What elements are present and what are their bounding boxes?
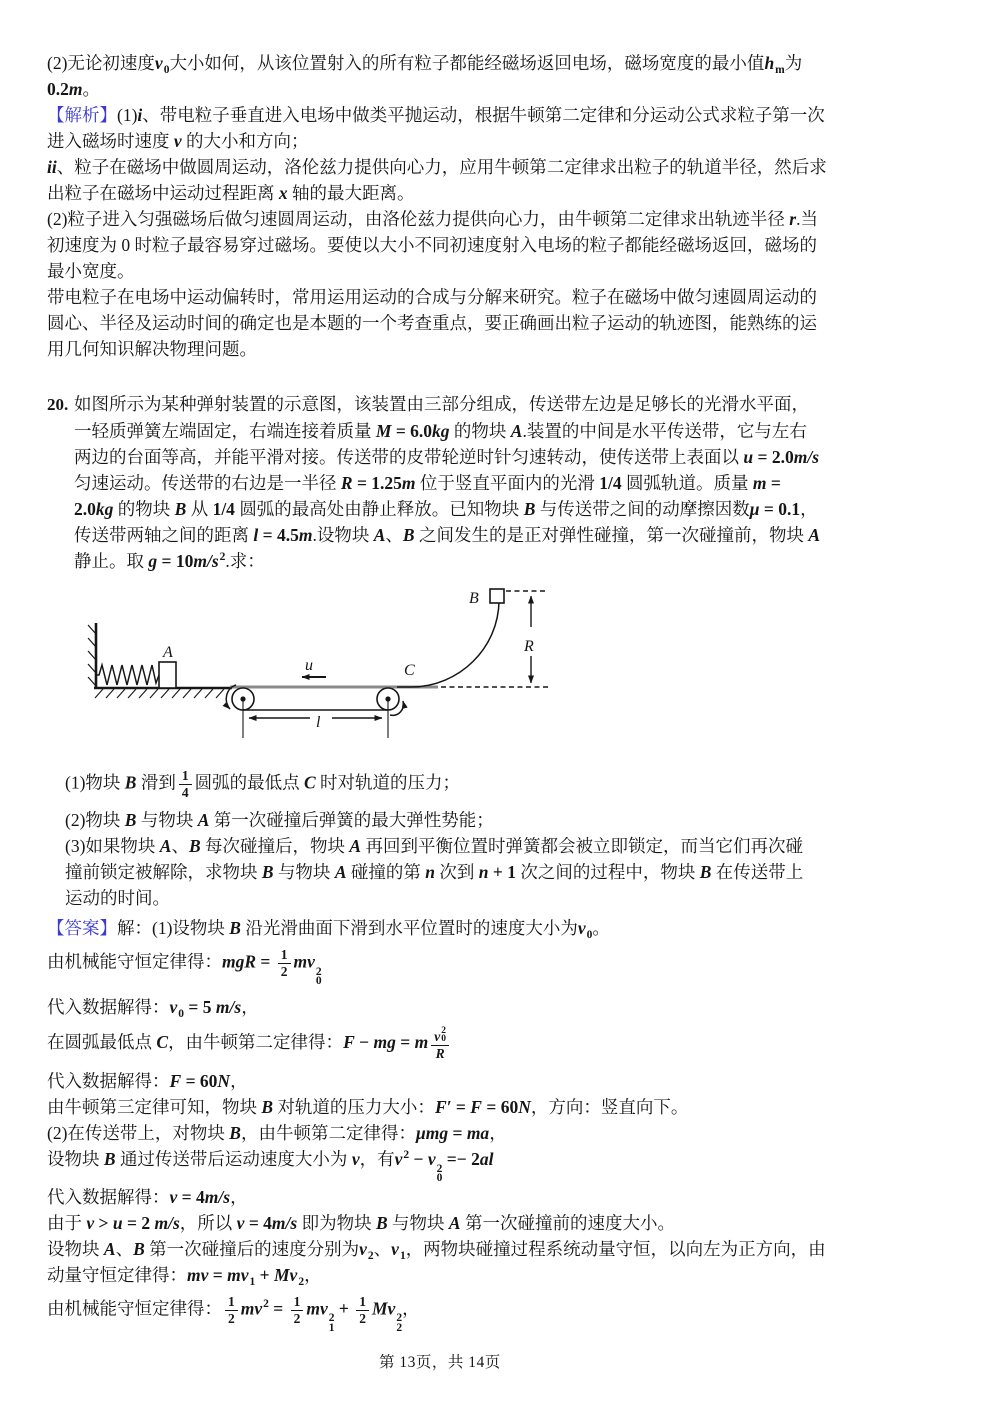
text-line: 由牛顿第三定律可知，物块 B 对轨道的压力大小：F′ = F = 60N，方向：竖直向下。	[47, 1096, 689, 1117]
text-line: (3)如果物块 A、B 每次碰撞后，物块 A 再回到平衡位置时弹簧都会被立即锁定，而当它们再次碰	[65, 836, 803, 856]
text-line: 代入数据解得：$v_0 = 5$ m/s，	[47, 996, 259, 1020]
page-number-text: 第 13页，共 14页	[379, 1354, 501, 1371]
text-line: 匀速运动。传送带的右边是一半径 R = 1.25m 位于竖直平面内的光滑 1/4 圆弧轨道。质量 m =	[74, 473, 781, 493]
text-line: 由机械能守恒定律得：mgR = $\frac{1}{2}$ mv 2 0	[47, 947, 322, 988]
text-line: 用几何知识解决物理问题。	[47, 339, 257, 359]
question-list	[47, 762, 952, 911]
text-line: 圆心、半径及运动时间的确定也是本题的一个考查重点，要正确画出粒子运动的轨迹图，能熟练的运	[47, 313, 817, 333]
text-line: 运动的时间。	[65, 888, 170, 908]
text-line: 初速度为 0 时粒子最容易穿过磁场。要使以大小不同初速度射入电场的粒子都能经磁场返回，磁场的	[47, 235, 817, 255]
text-line: 在圆弧最低点 C，由牛顿第二定律得：F − mg = m v 2 0 R	[47, 1020, 952, 1068]
ground-hatching	[95, 689, 224, 698]
text-line: 设物块 A、B 第一次碰撞后的速度分别为$v_2$、$v_1$，两物块碰撞过程系统动量守恒，以向左为正方向，由	[47, 1238, 826, 1262]
label-belt-length: l	[316, 714, 321, 731]
text-line: (2)无论初速度$v_0$大小如何，从该位置射入的所有粒子都能经磁场返回电场，磁场宽度的最小值$h_m$为	[47, 53, 803, 76]
text-line: 【解析】(1)i、带电粒子垂直进入电场中做类平抛运动，根据牛顿第二定律和分运动公式求粒子第一次	[47, 105, 825, 125]
text-line: 出粒子在磁场中运动过程距离 x 轴的最大距离。	[47, 183, 415, 203]
label-block-a: A	[163, 644, 173, 661]
text-line: 代入数据解得：v = 4m/s，	[47, 1186, 248, 1207]
analysis-section	[47, 102, 952, 362]
text-line: 静止。取 $g = 10m/s^2$.求：	[74, 551, 265, 571]
pulley-right-axle	[385, 696, 390, 701]
text-line: 20. 如图所示为某种弹射装置的示意图，该装置由三部分组成，传送带左边是足够长的光滑水平面，	[47, 394, 809, 414]
text-line: 进入磁场时速度 v 的大小和方向；	[47, 131, 309, 151]
text-line: 撞前锁定被解除，求物块 B 与物块 A 碰撞的第 n 次到 n + 1 次之间的过程中，物块 B 在传送带上	[65, 862, 804, 882]
answer-section	[47, 915, 952, 1340]
spring	[96, 665, 159, 685]
apparatus-diagram	[85, 582, 551, 748]
block-a	[159, 662, 176, 688]
text-line: 传送带两轴之间的距离 l = 4.5m.设物块 A、B 之间发生的是正对弹性碰撞，第一次碰撞前，物块 A	[74, 525, 821, 545]
text-line: 0.2m。	[47, 79, 100, 99]
text-line: (2)物块 B 与物块 A 第一次碰撞后弹簧的最大弹性势能；	[65, 810, 494, 830]
text-line: (2)在传送带上，对物块 B，由牛顿第二定律得：μmg = ma，	[47, 1122, 507, 1143]
text-line: 2.0kg 的物块 B 从 1/4 圆弧的最高处由静止释放。已知物块 B 与传送带之间的动摩擦因数μ = 0.1，	[74, 499, 818, 519]
pulley-left-axle	[240, 696, 245, 701]
label-radius: R	[524, 638, 534, 655]
page-footer	[379, 1350, 501, 1372]
text-line: 一轻质弹簧左端固定，右端连接着质量 M = 6.0kg 的物块 A.装置的中间是水平传送带，它与左右	[74, 421, 807, 441]
problem-20	[47, 391, 952, 574]
label-block-b: B	[469, 590, 479, 607]
text-line: (1)物块 B 滑到 $\frac{1}{4}$ 圆弧的最低点 C 时对轨道的压力；	[65, 768, 461, 800]
text-line: 设物块 B 通过传送带后运动速度大小为 v，有$v^2 - v$ 2 0 =− 2al	[47, 1148, 494, 1185]
text-line: 最小宽度。	[47, 261, 135, 281]
text-line: 由于 v > u = 2 m/s，所以 v = 4m/s 即为物块 B 与物块 A 第一次碰撞前的速度大小。	[47, 1212, 675, 1233]
text-line: 两边的台面等高，并能平滑对接。传送带的皮带轮逆时针匀速转动，使传送带上表面以 u = 2.0m/s	[74, 447, 820, 467]
text-line: 由机械能守恒定律得： $\frac{1}{2}$ $mv^2$ = $\frac{1}{2}$ mv 2 1 + $\frac{1}{2}$ Mv 2 2 ，	[47, 1293, 420, 1334]
label-point-c: C	[404, 662, 415, 679]
text-line: 带电粒子在电场中运动偏转时，常用运用运动的合成与分解来研究。粒子在磁场中做匀速圆周运动的	[47, 287, 817, 307]
text-line: (2)粒子进入匀强磁场后做匀速圆周运动，由洛伦兹力提供向心力，由牛顿第二定律求出轨迹半径 r.当	[47, 209, 818, 229]
previous-answer-continuation	[47, 50, 952, 102]
text-line: 动量守恒定律得：mv = $mv_1 + Mv_2$，	[47, 1264, 322, 1288]
text-line: ii、粒子在磁场中做圆周运动，洛伦兹力提供向心力，应用牛顿第二定律求出粒子的轨道半径，然后求	[47, 157, 827, 177]
block-b	[490, 589, 504, 603]
text-line: 【答案】解：(1)设物块 B 沿光滑曲面下滑到水平位置时的速度大小为$v_0$。	[47, 918, 610, 941]
apparatus-figure	[85, 582, 952, 748]
label-belt-speed: u	[305, 657, 313, 674]
text-line: 代入数据解得：F = 60N，	[47, 1070, 248, 1091]
